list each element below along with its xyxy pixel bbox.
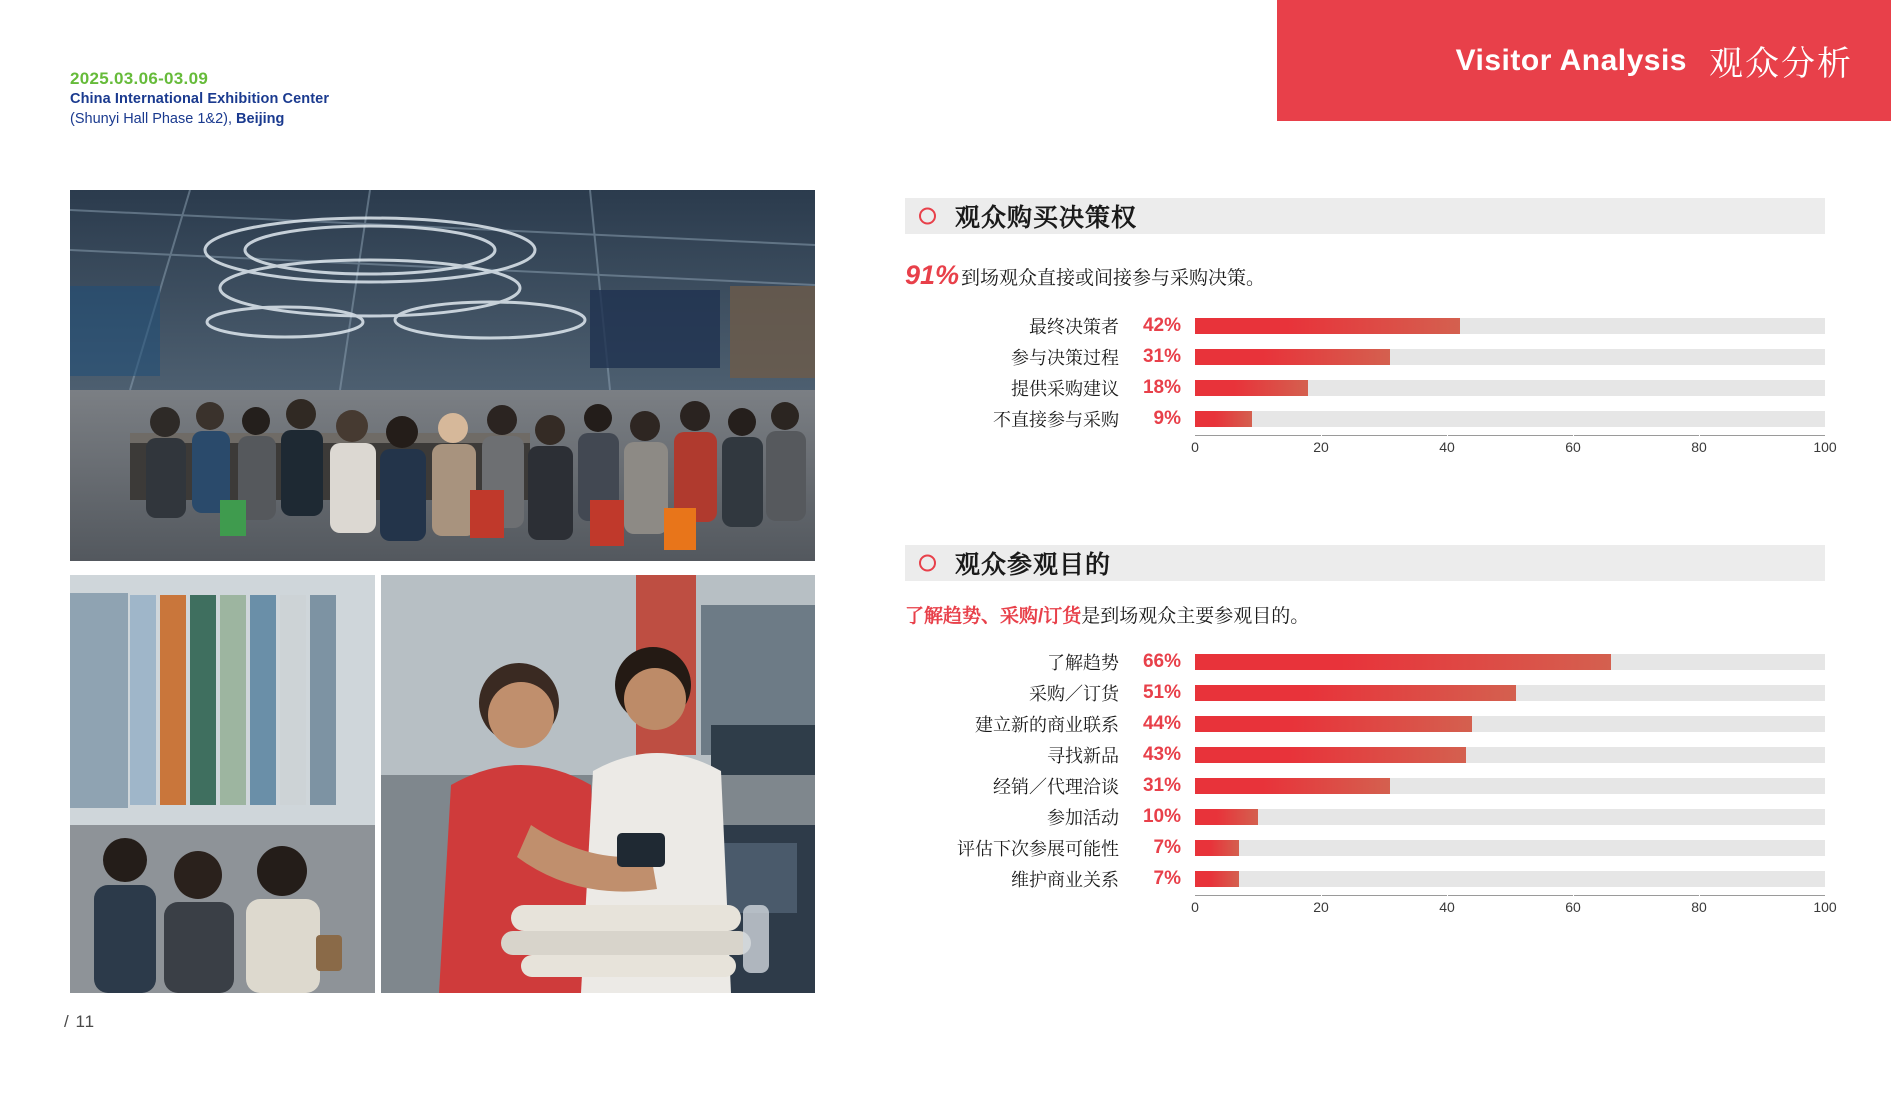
- chart-row: [905, 647, 1825, 678]
- axis-tick: 40: [1439, 898, 1455, 915]
- bar-value: 44%: [1142, 713, 1181, 735]
- axis-tick: 80: [1691, 898, 1707, 915]
- axis-tick: 60: [1565, 438, 1581, 455]
- event-venue-city: Beijing: [236, 110, 285, 127]
- chart-row: [905, 864, 1825, 895]
- axis-tick: 100: [1813, 438, 1837, 455]
- chart-row: [905, 678, 1825, 709]
- bar-track: [1195, 747, 1825, 763]
- bar-label: 了解趋势: [1047, 653, 1119, 674]
- lead-text: 到场观众直接或间接参与采购决策。: [961, 268, 1266, 289]
- x-axis: [1191, 896, 1837, 918]
- bar-value: 31%: [1142, 346, 1181, 368]
- header-title-en: Visitor Analysis: [1455, 43, 1687, 77]
- chart-row: [905, 740, 1825, 771]
- bar-value: 18%: [1142, 377, 1181, 399]
- event-venue-line1: China International Exhibition Center: [70, 91, 330, 108]
- bar-fill: [1195, 716, 1472, 732]
- chart-row: [905, 342, 1825, 373]
- bar-value: 43%: [1142, 744, 1181, 766]
- bar-fill: [1195, 840, 1239, 856]
- axis-tick: 40: [1439, 438, 1455, 455]
- lead-text: 是到场观众主要参观目的。: [1081, 606, 1310, 627]
- bar-fill: [1195, 809, 1258, 825]
- x-axis: [1191, 436, 1837, 458]
- axis-tick: 20: [1313, 898, 1329, 915]
- bar-label: 不直接参与采购: [993, 410, 1119, 431]
- bar-track: [1195, 380, 1825, 396]
- bar-fill: [1195, 349, 1390, 365]
- bar-value: 31%: [1142, 775, 1181, 797]
- header-banner: [1277, 0, 1891, 121]
- bar-fill: [1195, 318, 1460, 334]
- bar-track: [1195, 318, 1825, 334]
- section-header: [905, 545, 1825, 581]
- lead-highlight: 了解趋势、采购/订货: [905, 606, 1082, 627]
- axis-tick: 20: [1313, 438, 1329, 455]
- axis-tick: 100: [1813, 898, 1837, 915]
- bar-value: 66%: [1142, 651, 1181, 673]
- bar-label: 维护商业关系: [1011, 870, 1119, 891]
- bar-track: [1195, 349, 1825, 365]
- photo-two-men-with-drawings: [381, 575, 815, 993]
- event-date: 2025.03.06-03.09: [70, 69, 209, 88]
- section-purchase-decision: [905, 198, 1837, 458]
- section-visit-purpose: [905, 545, 1837, 918]
- axis-tick: 80: [1691, 438, 1707, 455]
- ring-icon: [919, 208, 936, 225]
- chart-row: [905, 802, 1825, 833]
- section-lead: [905, 604, 1825, 631]
- section-lead: [905, 257, 1825, 295]
- axis-tick: 60: [1565, 898, 1581, 915]
- page-number: / 11: [64, 1012, 96, 1031]
- bar-value: 42%: [1142, 315, 1181, 337]
- bar-label: 参与决策过程: [1011, 348, 1119, 369]
- chart-visit-purpose: [905, 647, 1837, 918]
- bar-track: [1195, 411, 1825, 427]
- bar-value: 9%: [1153, 408, 1181, 430]
- bar-fill: [1195, 778, 1390, 794]
- section-header: [905, 198, 1825, 234]
- bar-track: [1195, 778, 1825, 794]
- chart-row: [905, 771, 1825, 802]
- bar-track: [1195, 716, 1825, 732]
- bar-label: 提供采购建议: [1011, 379, 1119, 400]
- photo-exhibition-hall-crowd: [70, 190, 815, 561]
- axis-tick: 0: [1191, 438, 1199, 455]
- bar-value: 10%: [1142, 806, 1181, 828]
- event-venue-line2: [70, 110, 329, 129]
- event-venue-hall: (Shunyi Hall Phase 1&2),: [70, 110, 237, 127]
- bar-label: 采购／订货: [1029, 684, 1119, 705]
- chart-row: [905, 709, 1825, 740]
- bar-value: 51%: [1142, 682, 1181, 704]
- chart-row: [905, 404, 1825, 435]
- ring-icon: [919, 555, 936, 572]
- section-title: 观众购买决策权: [955, 204, 1138, 232]
- axis-tick: 0: [1191, 898, 1199, 915]
- photo-visitors-at-booth: [70, 575, 375, 993]
- bar-track: [1195, 685, 1825, 701]
- bar-fill: [1195, 747, 1466, 763]
- event-info: [70, 68, 329, 129]
- bar-track: [1195, 654, 1825, 670]
- bar-track: [1195, 840, 1825, 856]
- lead-percentage: 91%: [905, 260, 960, 290]
- bar-label: 评估下次参展可能性: [957, 839, 1119, 860]
- chart-row: [905, 311, 1825, 342]
- chart-row: [905, 833, 1825, 864]
- section-title: 观众参观目的: [955, 551, 1112, 579]
- bar-fill: [1195, 380, 1308, 396]
- bar-fill: [1195, 871, 1239, 887]
- bar-value: 7%: [1153, 868, 1181, 890]
- chart-row: [905, 373, 1825, 404]
- chart-purchase-decision: [905, 311, 1837, 458]
- bar-fill: [1195, 685, 1516, 701]
- bar-label: 建立新的商业联系: [975, 715, 1119, 736]
- bar-track: [1195, 871, 1825, 887]
- bar-label: 最终决策者: [1029, 317, 1119, 338]
- header-title-cn: 观众分析: [1709, 45, 1853, 83]
- bar-fill: [1195, 411, 1252, 427]
- bar-track: [1195, 809, 1825, 825]
- bar-fill: [1195, 654, 1611, 670]
- bar-label: 寻找新品: [1047, 746, 1119, 767]
- bar-label: 经销／代理洽谈: [993, 777, 1119, 798]
- bar-label: 参加活动: [1047, 808, 1119, 829]
- bar-value: 7%: [1153, 837, 1181, 859]
